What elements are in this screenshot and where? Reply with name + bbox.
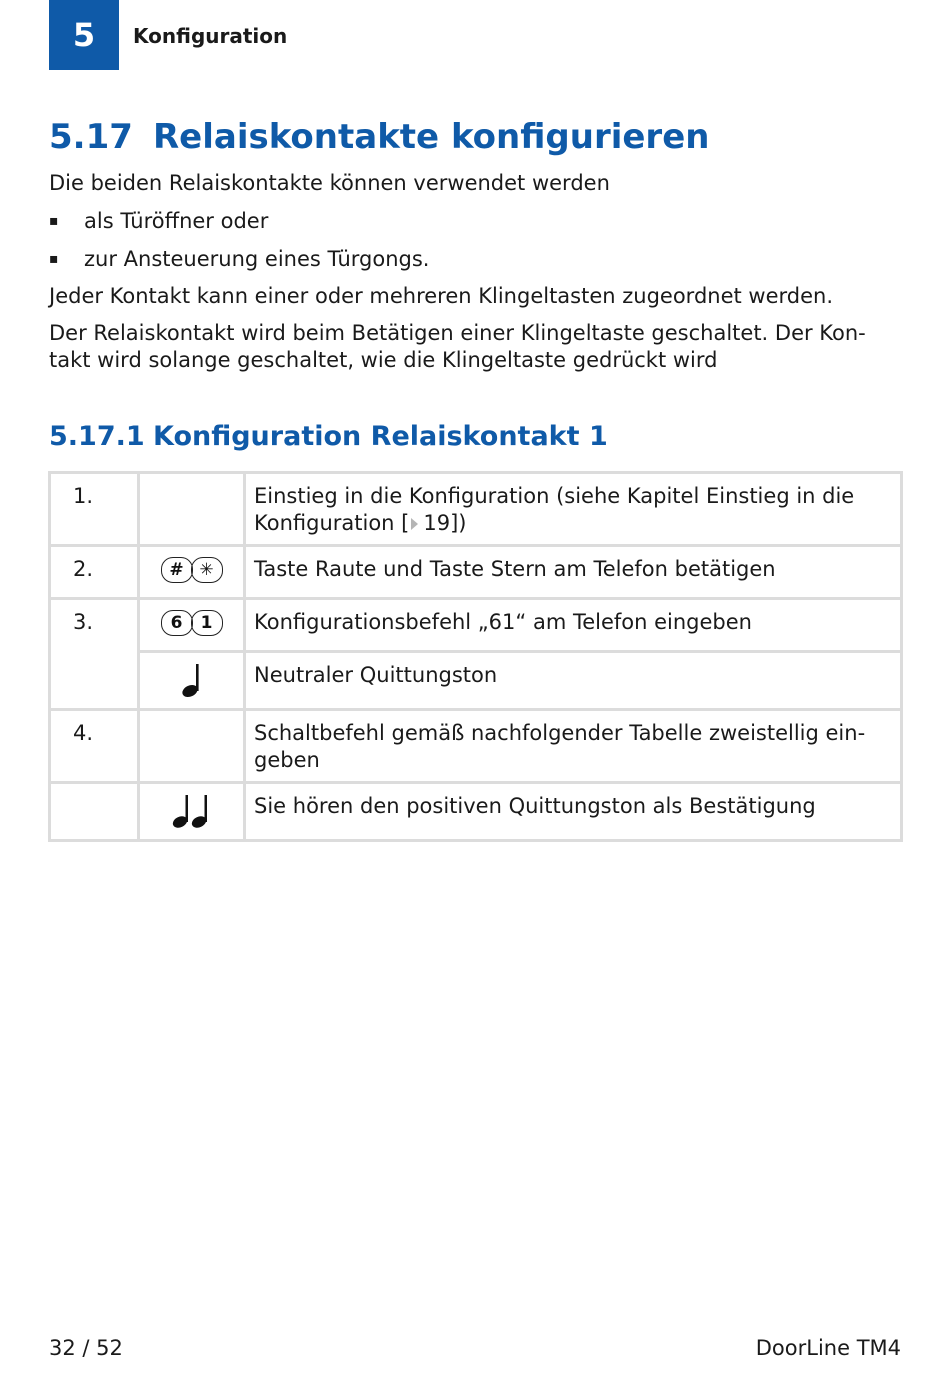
step-text [245, 473, 902, 546]
subsection-heading [49, 421, 608, 452]
page-number: 32 / 52 [49, 1336, 123, 1360]
bullet-text: als Türöffner oder [84, 209, 269, 233]
paragraph: Jeder Kontakt kann einer oder mehreren Klingeltasten zugeordnet werden. [49, 284, 834, 308]
step-text: Neutraler Quittungston [245, 652, 902, 710]
table-row [50, 783, 902, 841]
step-text-line [254, 510, 892, 537]
step-icon-cell [139, 652, 245, 710]
product-name: DoorLine TM4 [755, 1336, 901, 1360]
step-text-line: Schaltbefehl gemäß nachfolgender Tabelle zweistellig ein- [254, 721, 866, 745]
step-text-line: Einstieg in die Konfiguration (siehe Kapitel Einstieg in die [254, 484, 855, 508]
bullet-marker: ▪ [49, 213, 59, 229]
step-number: 2. [50, 546, 139, 599]
intro-text: Die beiden Relaiskontakte können verwendet werden [49, 171, 610, 195]
steps-table [48, 471, 903, 842]
subsection-title: Konfiguration Relaiskontakt 1 [153, 421, 608, 452]
table-row [50, 546, 902, 599]
step-number [50, 783, 139, 841]
step-text [245, 710, 902, 783]
hash-key-icon: # [161, 557, 193, 583]
step-number: 3. [50, 599, 139, 652]
chapter-number: 5 [72, 16, 96, 54]
paragraph-line: Der Relaiskontakt wird beim Betätigen einer Klingeltaste geschaltet. Der Kon- [49, 321, 866, 345]
section-title: Relaiskontakte konfigurieren [153, 117, 710, 157]
step-icon-cell [139, 546, 245, 599]
paragraph-line: takt wird solange geschaltet, wie die Klingeltaste gedrückt wird [49, 348, 718, 372]
step-number [50, 652, 139, 710]
step-text: Taste Raute und Taste Stern am Telefon betätigen [245, 546, 902, 599]
table-row [50, 473, 902, 546]
section-number: 5.17 [49, 117, 133, 157]
step-text: Konfigurationsbefehl „61“ am Telefon eingeben [245, 599, 902, 652]
step-text-part: Konfiguration [ [254, 511, 410, 535]
step-icon-cell [139, 473, 245, 546]
chapter-number-box [49, 0, 119, 70]
page-reference-arrow-icon [410, 517, 419, 531]
step-text-line: geben [254, 748, 320, 772]
bullet-text: zur Ansteuerung eines Türgongs. [84, 247, 430, 271]
step-icon-cell [139, 710, 245, 783]
step-icon-cell [139, 783, 245, 841]
star-key-icon: ✳ [191, 557, 223, 583]
section-heading [49, 117, 709, 157]
paragraph [49, 320, 879, 374]
step-text: Sie hören den positiven Quittungston als Bestätigung [245, 783, 902, 841]
digit-1-key-icon: 1 [191, 610, 223, 636]
single-note-icon [180, 662, 204, 698]
subsection-number: 5.17.1 [49, 421, 145, 452]
step-icon-cell [139, 599, 245, 652]
double-note-icon [171, 793, 213, 829]
table-row [50, 652, 902, 710]
step-number: 1. [50, 473, 139, 546]
table-row [50, 710, 902, 783]
bullet-marker: ▪ [49, 251, 59, 267]
page-reference-link[interactable]: 19]) [423, 511, 467, 535]
chapter-title: Konfiguration [133, 24, 288, 48]
table-row [50, 599, 902, 652]
digit-6-key-icon: 6 [161, 610, 193, 636]
step-number: 4. [50, 710, 139, 783]
